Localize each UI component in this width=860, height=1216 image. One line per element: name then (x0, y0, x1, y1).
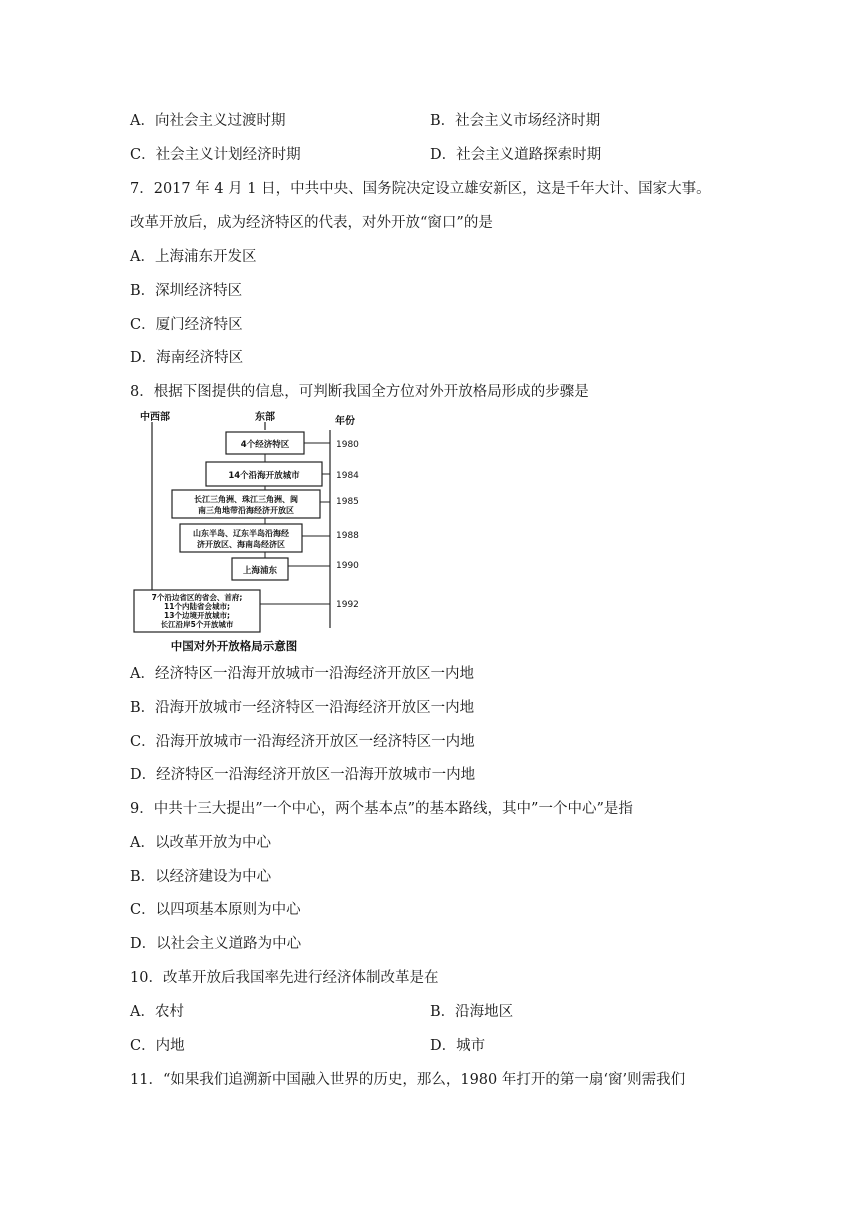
opening-up-diagram (130, 408, 360, 654)
diagram-box-coastal-cities-label: 14个沿海开放城市 (228, 471, 300, 481)
diagram-year-1988: 1988 (336, 531, 359, 541)
q9-option-a: A．以改革开放为中心 (130, 835, 271, 851)
q10-option-d: D．城市 (430, 1038, 486, 1054)
q10-option-b: B．沿海地区 (430, 1004, 514, 1020)
q6-option-a: A．向社会主义过渡时期 (130, 113, 286, 129)
diagram-box-inland-line3: 13个边境开放城市; (164, 611, 230, 620)
q11-stem: 11．“如果我们追溯新中国融入世界的历史，那么，1980 年打开的第一扇‘窗’则需我们 (130, 1072, 686, 1088)
q9-option-d: D．以社会主义道路为中心 (130, 936, 302, 952)
diagram-box-deltas-line2: 南三角地带沿海经济开放区 (198, 506, 294, 515)
q9-option-c: C．以四项基本原则为中心 (130, 902, 301, 918)
q8-option-c: C．沿海开放城市一沿海经济开放区一经济特区一内地 (130, 734, 475, 750)
diagram-header-east: 东部 (255, 412, 275, 423)
diagram-year-1992: 1992 (336, 600, 359, 610)
diagram-box-inland-line4: 长江沿岸5个开放城市 (160, 620, 234, 629)
q8-stem: 8．根据下图提供的信息，可判断我国全方位对外开放格局形成的步骤是 (130, 384, 589, 400)
q9-stem: 9．中共十三大提出”一个中心，两个基本点”的基本路线，其中”一个中心”是指 (130, 801, 633, 817)
q6-option-d: D．社会主义道路探索时期 (430, 147, 602, 163)
q10-option-a: A．农村 (130, 1004, 184, 1020)
q8-option-b: B．沿海开放城市一经济特区一沿海经济开放区一内地 (130, 700, 475, 716)
diagram-caption: 中国对外开放格局示意图 (170, 639, 298, 653)
q6-option-b: B．社会主义市场经济时期 (430, 113, 601, 129)
q7-option-b: B．深圳经济特区 (130, 283, 243, 299)
q10-option-c: C．内地 (130, 1038, 185, 1054)
diagram-header-year: 年份 (335, 416, 355, 427)
q7-stem-line2: 改革开放后，成为经济特区的代表，对外开放“窗口”的是 (130, 215, 493, 231)
diagram-box-inland-line2: 11个内陆省会城市; (164, 602, 230, 611)
q7-option-c: C．厦门经济特区 (130, 317, 243, 333)
diagram-year-1985: 1985 (336, 497, 359, 507)
diagram-box-deltas-line1: 长江三角洲、珠江三角洲、闽 (194, 495, 298, 504)
q7-option-a: A．上海浦东开发区 (130, 249, 257, 265)
diagram-box-peninsulas-line1: 山东半岛、辽东半岛沿海经 (193, 529, 289, 538)
diagram-year-1984: 1984 (336, 471, 359, 481)
diagram-year-1980: 1980 (336, 440, 359, 450)
q9-option-b: B．以经济建设为中心 (130, 869, 272, 885)
diagram-box-inland-line1: 7个沿边省区的省会、首府; (151, 593, 243, 602)
q8-option-d: D．经济特区一沿海经济开放区一沿海开放城市一内地 (130, 767, 476, 783)
q8-option-a: A．经济特区一沿海开放城市一沿海经济开放区一内地 (130, 666, 474, 682)
q6-option-c: C．社会主义计划经济时期 (130, 147, 301, 163)
diagram-header-midwest: 中西部 (140, 412, 170, 423)
diagram-box-pudong-label: 上海浦东 (242, 566, 278, 576)
diagram-box-peninsulas-line2: 济开放区、海南岛经济区 (197, 540, 285, 549)
diagram-year-1990: 1990 (336, 561, 359, 571)
q7-option-d: D．海南经济特区 (130, 350, 244, 366)
diagram-box-special-zones-label: 4个经济特区 (240, 440, 290, 450)
q7-stem-line1: 7．2017 年 4 月 1 日，中共中央、国务院决定设立雄安新区，这是千年大计、国家大事。 (130, 181, 711, 197)
q10-stem: 10．改革开放后我国率先进行经济体制改革是在 (130, 970, 439, 986)
